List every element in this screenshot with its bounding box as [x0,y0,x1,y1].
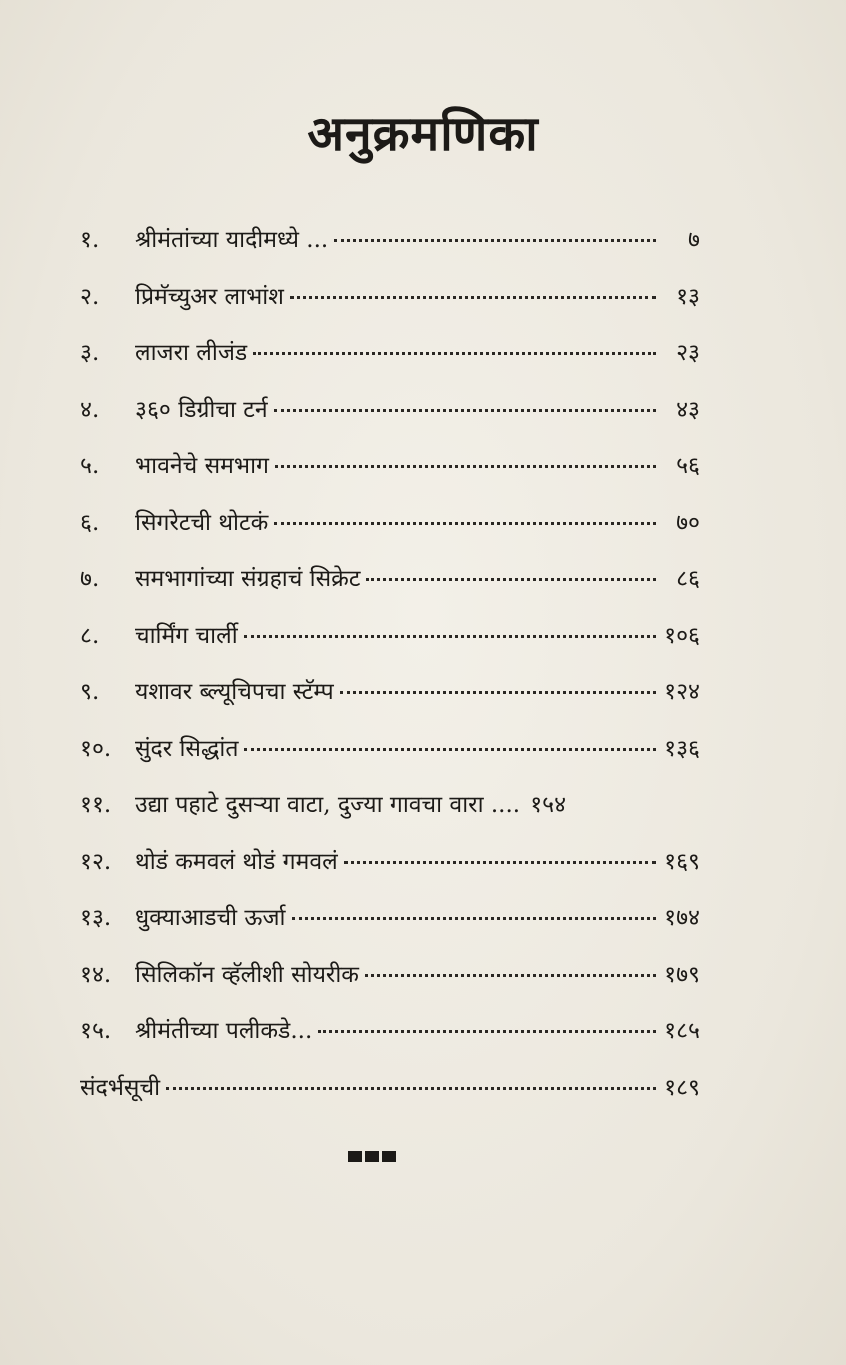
entry-page: १७९ [664,961,700,988]
ornament-square [348,1151,362,1162]
dot-leader [365,974,656,977]
toc-entry-7 [80,561,700,618]
entry-title: थोडं कमवलं थोडं गमवलं [135,848,338,875]
dot-leader [166,1087,656,1090]
entry-page: ८६ [676,566,700,592]
entry-page: ७ [688,227,700,253]
entry-title: प्रिमॅच्युअर लाभांश [135,283,284,310]
entry-page: १६९ [664,848,700,875]
dot-leader [244,748,656,751]
entry-page: ५६ [676,453,700,479]
toc-entry-3 [80,335,700,392]
entry-number: १०. [80,735,112,762]
entry-number: ९. [80,679,100,705]
entry-title: श्रीमंतीच्या पलीकडे... [135,1018,313,1044]
entry-number: २. [80,283,100,310]
entry-number: १. [80,227,100,253]
toc-entry-1 [80,222,700,279]
toc-entry-4 [80,392,700,449]
toc-entry-8 [80,618,700,675]
entry-page: १८५ [664,1018,700,1044]
entry-page: १३ [676,283,700,310]
toc-entry-12 [80,844,700,901]
entry-title: संदर्भसूची [80,1074,161,1101]
entry-title: चार्मिंग चार्ली [135,622,238,649]
entry-title: सिलिकॉन व्हॅलीशी सोयरीक [135,961,359,988]
entry-number: १५. [80,1018,112,1044]
entry-page: १२४ [664,679,700,705]
dot-leader [274,522,656,525]
dot-leader [344,861,656,864]
entry-number: ११. [80,792,112,818]
entry-page: १३६ [664,735,700,762]
dot-leader [290,296,656,299]
toc-entry-11 [80,787,700,844]
entry-page: २३ [676,340,700,366]
entry-title: सुंदर सिद्धांत [135,735,239,762]
page-title: अनुक्रमणिका [307,106,539,162]
entry-number: ५. [80,453,100,479]
dot-leader [334,239,656,242]
entry-page: ७० [676,509,700,536]
entry-number: ४. [80,396,100,423]
dot-leader [292,917,656,920]
entry-title: ३६० डिग्रीचा टर्न [135,396,268,423]
entry-page: १८९ [664,1074,700,1101]
toc-entry-10 [80,731,700,788]
toc-entry-5 [80,448,700,505]
entry-title: श्रीमंतांच्या यादीमध्ये ... [135,227,329,253]
entry-page: १०६ [664,622,700,649]
entry-title: समभागांच्या संग्रहाचं सिक्रेट [135,566,361,592]
dot-leader [244,635,656,638]
entry-page: ४३ [676,396,700,423]
entry-title: उद्या पहाटे दुसऱ्या वाटा, दुज्या गावचा वारा .... [135,792,521,818]
dot-leader [318,1030,656,1033]
table-of-contents [80,222,700,1126]
toc-entry-6 [80,505,700,562]
entry-number: ३. [80,340,100,366]
ornament-square [365,1151,379,1162]
toc-entry-9 [80,674,700,731]
ornament-square [382,1151,396,1162]
entry-number: १२. [80,848,112,875]
entry-number: ७. [80,566,100,592]
entry-page: १७४ [664,905,700,931]
entry-number: ६. [80,509,100,536]
toc-entry-references [80,1070,700,1127]
dot-leader [366,578,656,581]
entry-number: १३. [80,905,112,931]
entry-number: १४. [80,961,112,988]
toc-entry-2 [80,279,700,336]
entry-title: भावनेचे समभाग [135,453,269,479]
dot-leader [275,465,656,468]
dot-leader [253,352,656,355]
dot-leader [274,409,656,412]
toc-entry-15 [80,1013,700,1070]
entry-title: सिगरेटची थोटकं [135,509,269,536]
entry-title: यशावर ब्ल्यूचिपचा स्टॅम्प [135,679,334,705]
toc-entry-14 [80,957,700,1014]
dot-leader [340,691,656,694]
entry-page: १५४ [530,792,567,818]
entry-title: धुक्याआडची ऊर्जा [135,905,286,931]
entry-title: लाजरा लीजंड [135,340,248,366]
end-ornament [348,1151,396,1162]
toc-entry-13 [80,900,700,957]
entry-number: ८. [80,622,100,649]
